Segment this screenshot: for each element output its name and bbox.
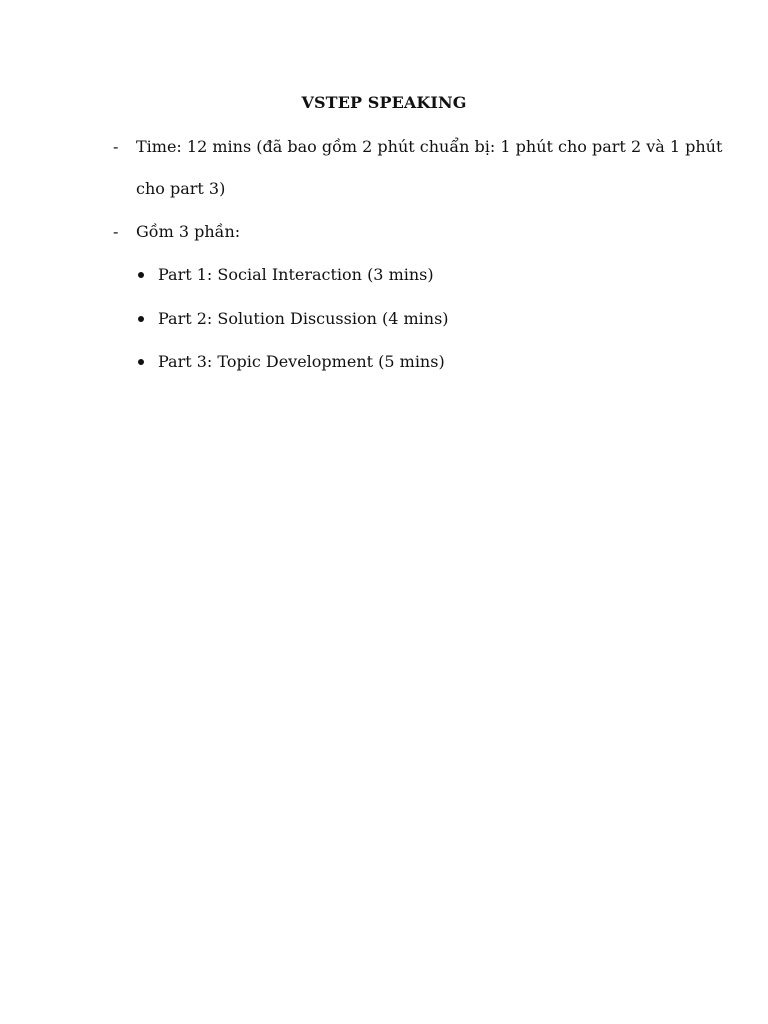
bullet-item-text: Part 1: Social Interaction (3 mins) <box>158 265 434 284</box>
bullet-dot-icon <box>138 316 144 322</box>
bullet-item-text: Part 3: Topic Development (5 mins) <box>158 352 445 371</box>
bullet-dot-icon <box>138 272 144 278</box>
bullet-dot-icon <box>138 359 144 365</box>
bullet-item-text: Part 2: Solution Discussion (4 mins) <box>158 309 449 328</box>
list-item-text: Time: 12 mins (đã bao gồm 2 phút chuẩn bị: 1 phút cho part 2 và 1 phút <box>136 137 723 156</box>
list-item-continuation: cho part 3) <box>136 179 226 198</box>
document-title: VSTEP SPEAKING <box>301 93 467 112</box>
list-item-text: Gồm 3 phần: <box>136 222 241 241</box>
dash-marker: - <box>113 222 119 241</box>
dash-marker: - <box>113 137 119 156</box>
